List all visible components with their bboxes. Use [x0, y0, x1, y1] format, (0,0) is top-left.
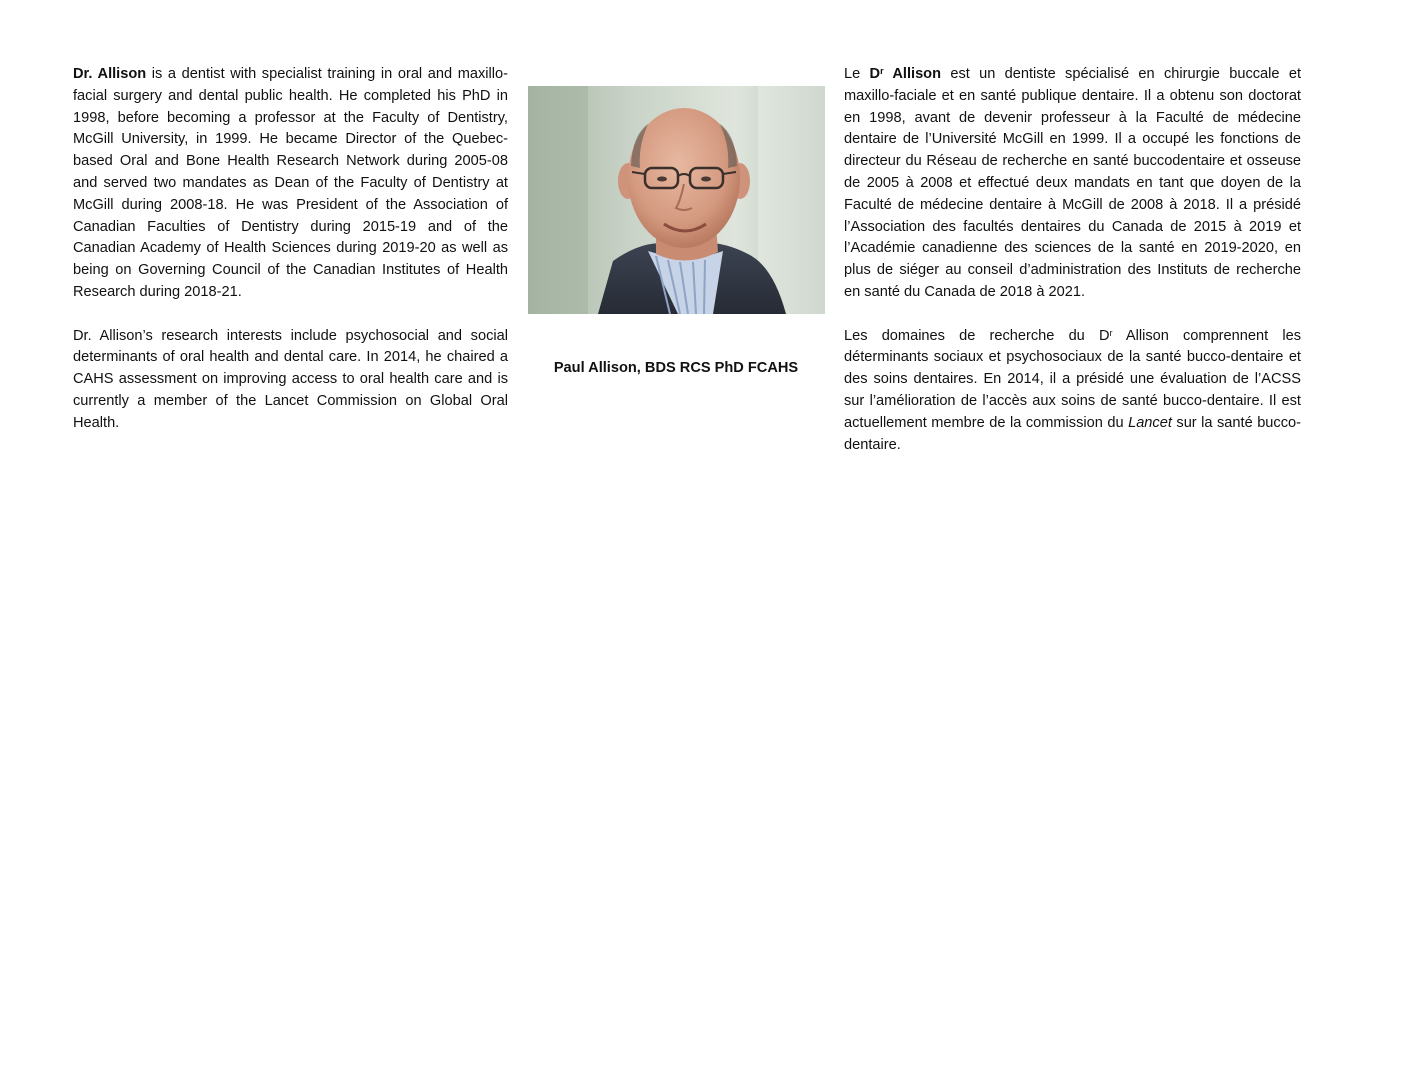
english-paragraph-2: Dr. Allison’s research interests include psychosocial and social determinants of oral health and dental care. In 2014, he chaired a CAHS assessment on improving access to oral health care and is currently a member of the Lancet Commission on Global Oral Health. [73, 327, 508, 431]
english-paragraph-1-text: is a dentist with specialist training in oral and maxillo-facial surgery and dental public health. He completed his PhD in 1998, before becoming a professor at the Faculty of Dentistry, McGill University, in 1999. He became Director of the Quebec-based Oral and Bone Health Research Network during 2005-08 and served two mandates as Dean of the Faculty of Dentistry at McGill during 2008-18. He was President of the Association of Canadian Faculties of Dentistry during 2015-19 and of the Canadian Academy of Health Sciences during 2019-20 as well as being on Governing Council of the Canadian Institutes of Health Research during 2018-21. [73, 66, 508, 300]
french-paragraph-2-end: sur la santé bucco-dentaire. [844, 414, 1301, 453]
english-biography [73, 64, 508, 435]
french-name-text: Allison [883, 66, 942, 82]
french-paragraph-1-intro: Le [844, 66, 870, 82]
lancet-italic: Lancet [1128, 414, 1172, 431]
french-paragraph-1-text: est un dentiste spécialisé en chirurgie buccale et maxillo-faciale et en santé publique dentaire. Il a obtenu son doctorat en 1998, avant de devenir professeur à la Faculté de médecine dentaire de l’Université McGill en 1999. Il a occupé les fonctions de directeur du Réseau de recherche en santé buccodentaire et osseuse de 2005 à 2008 et effectué deux mandats en tant que doyen de la Faculté de médecine dentaire à McGill de 2008 à 2018. Il a présidé l’Association des facultés dentaires du Canada de 2015 à 2019 et l’Académie canadienne des sciences de la santé en 2019-2020, en plus de siéger au conseil d’administration des Instituts de recherche en santé du Canada de 2018 à 2021. [844, 66, 1301, 300]
french-biography [844, 64, 1301, 456]
english-paragraph-1 [73, 64, 508, 304]
photo-caption: Paul Allison, BDS RCS PhD FCAHS [553, 360, 799, 376]
french-title-d: D [869, 66, 881, 82]
french-paragraph-2-middle: Allison comprennent les déterminants sociaux et psychosociaux de la santé bucco-dentaire et des soins dentaires. En 2014, il a présidé une évaluation de l’ACSS sur l’amélioration de l’accès aux soins de santé bucco-dentaire. Il est actuellement membre de la commission du [844, 327, 1301, 431]
french-title-superscript: r [880, 66, 884, 76]
french-paragraph-2-superscript: r [1109, 327, 1113, 338]
french-paragraph-2-start: Les domaines de recherche du D [844, 327, 1110, 344]
portrait-photo [528, 86, 825, 314]
french-name [870, 66, 941, 82]
english-name: Dr. Allison [73, 66, 147, 82]
portrait-image [528, 86, 825, 314]
french-paragraph-2 [844, 326, 1301, 457]
french-paragraph-1 [844, 64, 1301, 304]
